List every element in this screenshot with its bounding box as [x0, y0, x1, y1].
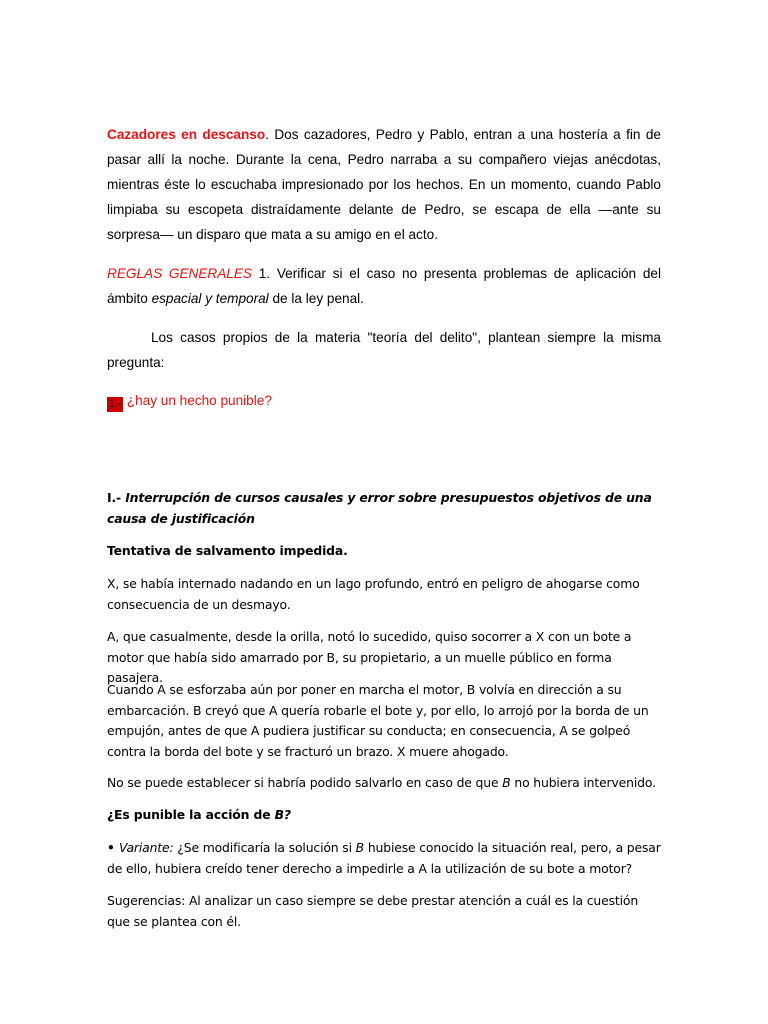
variant-label: Variante: [118, 840, 174, 855]
case-paragraph-1: X, se había internado nadando en un lago profundo, entró en peligro de ahogarse como consecuencia de un desmayo. [107, 576, 640, 612]
question-a: ¿Es punible la acción de [107, 807, 275, 822]
variant-text-c: hubiese conocido la situación real, pero, a pesar de ello, hubiera creído tener derecho a impedirle a A la utilización de su bote a motor? [107, 840, 661, 876]
intro-paragraph: Los casos propios de la materia "teoría del delito", plantean siempre la misma pregunta: [107, 330, 661, 370]
variant-text-a: ¿Se modificaría la solución si [173, 840, 356, 855]
rules-label: REGLAS GENERALES [107, 266, 253, 281]
case-question [107, 805, 661, 826]
case-title: Cazadores en descanso [107, 127, 266, 142]
suggestions-paragraph: Sugerencias: Al analizar un caso siempre se debe prestar atención a cuál es la cuestión que se plantea con él. [107, 893, 639, 929]
question-text: ¿hay un hecho punible? [123, 393, 272, 408]
bullet-icon: • [107, 840, 119, 855]
section-subtitle: Tentativa de salvamento impedida. [107, 543, 348, 558]
question-marker: 1.- [108, 398, 122, 410]
question-line [107, 388, 661, 413]
case-text: . Dos cazadores, Pedro y Pablo, entran a una hostería a fin de pasar allí la noche. Durante la cena, Pedro narraba a su compañero viejas anécdotas, mientras éste lo escuchaba impresionado por los hechos. En un momento, cuando Pablo limpiaba su escopeta distraídamente delante de Pedro, se escapa de ella —ante su sorpresa— un disparo que mata a su amigo en el acto. [107, 127, 661, 242]
rules-text-b: de la ley penal. [268, 291, 364, 306]
question-b: B? [274, 807, 291, 822]
section-title: Interrupción de cursos causales y error sobre presupuestos objetivos de una causa de justificación [107, 490, 652, 526]
rules-paragraph [107, 261, 661, 311]
p4-text-c: no hubiera intervenido. [510, 775, 656, 790]
case-paragraph-2: A, que casualmente, desde la orilla, notó lo sucedido, quiso socorrer a X con un bote a motor que había sido amarrado por B, su propietario, a un muelle público en forma pasajera. [107, 629, 632, 685]
section-prefix: I.- [107, 490, 126, 505]
rules-text-a: 1. Verificar si el caso no presenta problemas de aplicación del ámbito [107, 266, 662, 306]
p4-text-a: No se puede establecer si habría podido salvarlo en caso de que [107, 775, 503, 790]
section-heading [107, 488, 661, 529]
p4-b: B [502, 775, 511, 790]
case-paragraph-4 [107, 773, 661, 794]
case-paragraph-3: Cuando A se esforzaba aún por poner en marcha el motor, B volvía en dirección a su embarcación. B creyó que A quería robarle el bote y, por ello, lo arrojó por la borda de un empujón, antes de que A pudiera justificar su conducta; en consecuencia, A se golpeó contra la borda del bote y se fracturó un brazo. X muere ahogado. [107, 682, 649, 759]
rules-emphasis: espacial y temporal [151, 291, 269, 306]
variant-paragraph [107, 838, 661, 879]
variant-b: B [355, 840, 365, 855]
case-paragraph [107, 122, 661, 247]
